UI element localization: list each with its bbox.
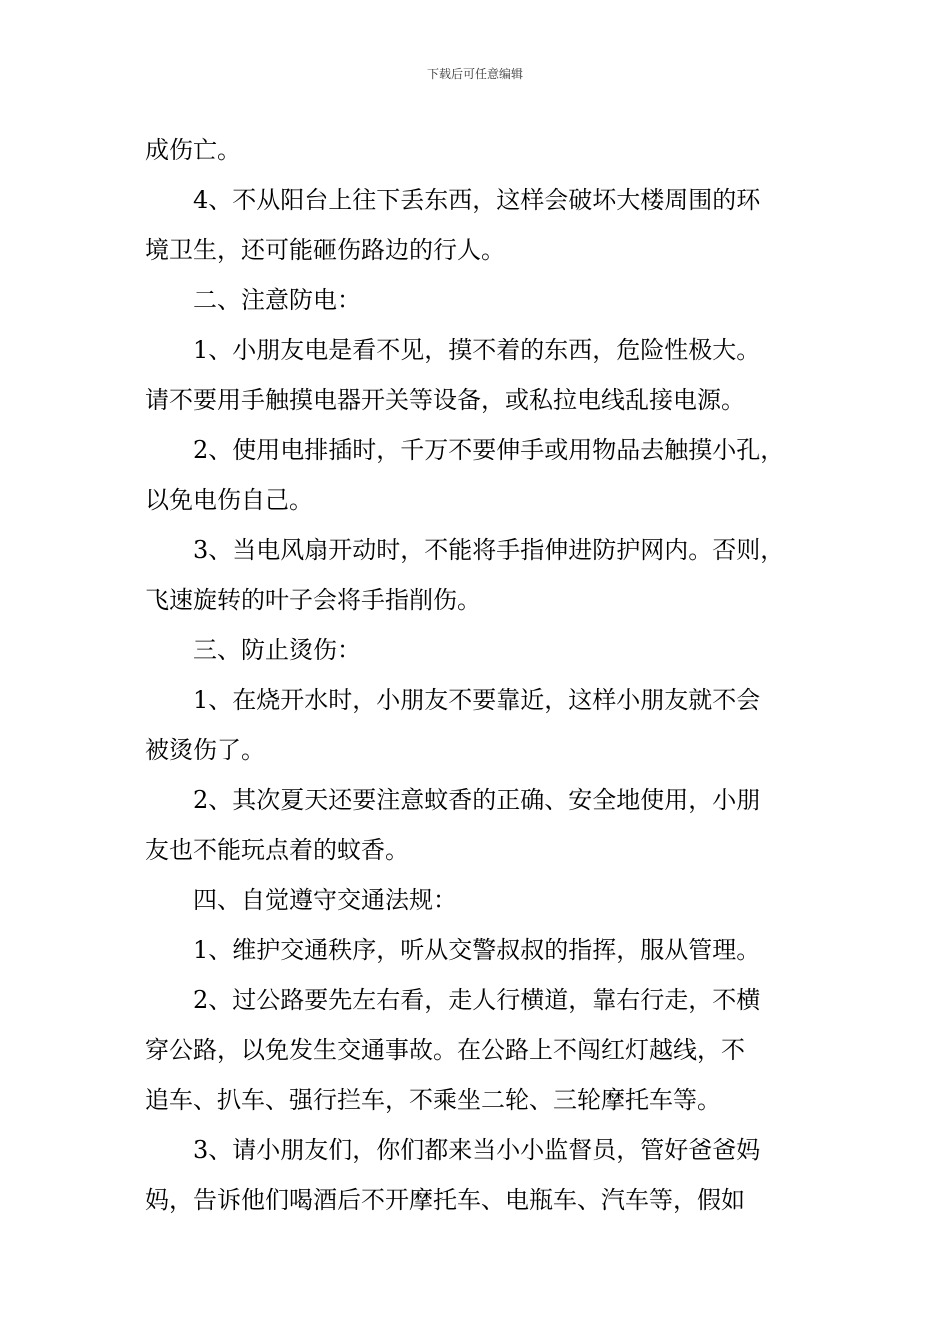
paragraph-line: 1、在烧开水时，小朋友不要靠近，这样小朋友就不会 xyxy=(193,686,761,714)
paragraph-line: 1、维护交通秩序，听从交警叔叔的指挥，服从管理。 xyxy=(193,936,761,964)
section-heading: 四、自觉遵守交通法规： xyxy=(193,886,457,914)
text-line: 妈，告诉他们喝酒后不开摩托车、电瓶车、汽车等，假如 xyxy=(145,1186,745,1214)
paragraph-line: 3、请小朋友们，你们都来当小小监督员，管好爸爸妈 xyxy=(193,1136,761,1164)
paragraph-line: 2、过公路要先左右看，走人行横道，靠右行走，不横 xyxy=(193,986,761,1014)
paragraph-line: 3、当电风扇开动时，不能将手指伸进防护网内。否则， xyxy=(193,536,785,564)
text-line: 被烫伤了。 xyxy=(145,736,265,764)
text-line: 境卫生，还可能砸伤路边的行人。 xyxy=(145,236,505,264)
text-line: 请不要用手触摸电器开关等设备，或私拉电线乱接电源。 xyxy=(145,386,745,414)
text-line: 追车、扒车、强行拦车，不乘坐二轮、三轮摩托车等。 xyxy=(145,1086,721,1114)
section-heading: 二、注意防电： xyxy=(193,286,361,314)
text-line: 友也不能玩点着的蚊香。 xyxy=(145,836,409,864)
text-line: 飞速旋转的叶子会将手指削伤。 xyxy=(145,586,481,614)
paragraph-line: 2、其次夏天还要注意蚊香的正确、安全地使用，小朋 xyxy=(193,786,761,814)
text-line: 以免电伤自己。 xyxy=(145,486,313,514)
section-heading: 三、防止烫伤： xyxy=(193,636,361,664)
paragraph-line: 2、使用电排插时，千万不要伸手或用物品去触摸小孔， xyxy=(193,436,785,464)
text-line: 成伤亡。 xyxy=(145,136,241,164)
page-header: 下载后可任意编辑 xyxy=(426,67,523,81)
text-line: 穿公路，以免发生交通事故。在公路上不闯红灯越线，不 xyxy=(145,1036,745,1064)
paragraph-line: 4、不从阳台上往下丢东西，这样会破坏大楼周围的环 xyxy=(193,186,761,214)
paragraph-line: 1、小朋友电是看不见，摸不着的东西，危险性极大。 xyxy=(193,336,761,364)
